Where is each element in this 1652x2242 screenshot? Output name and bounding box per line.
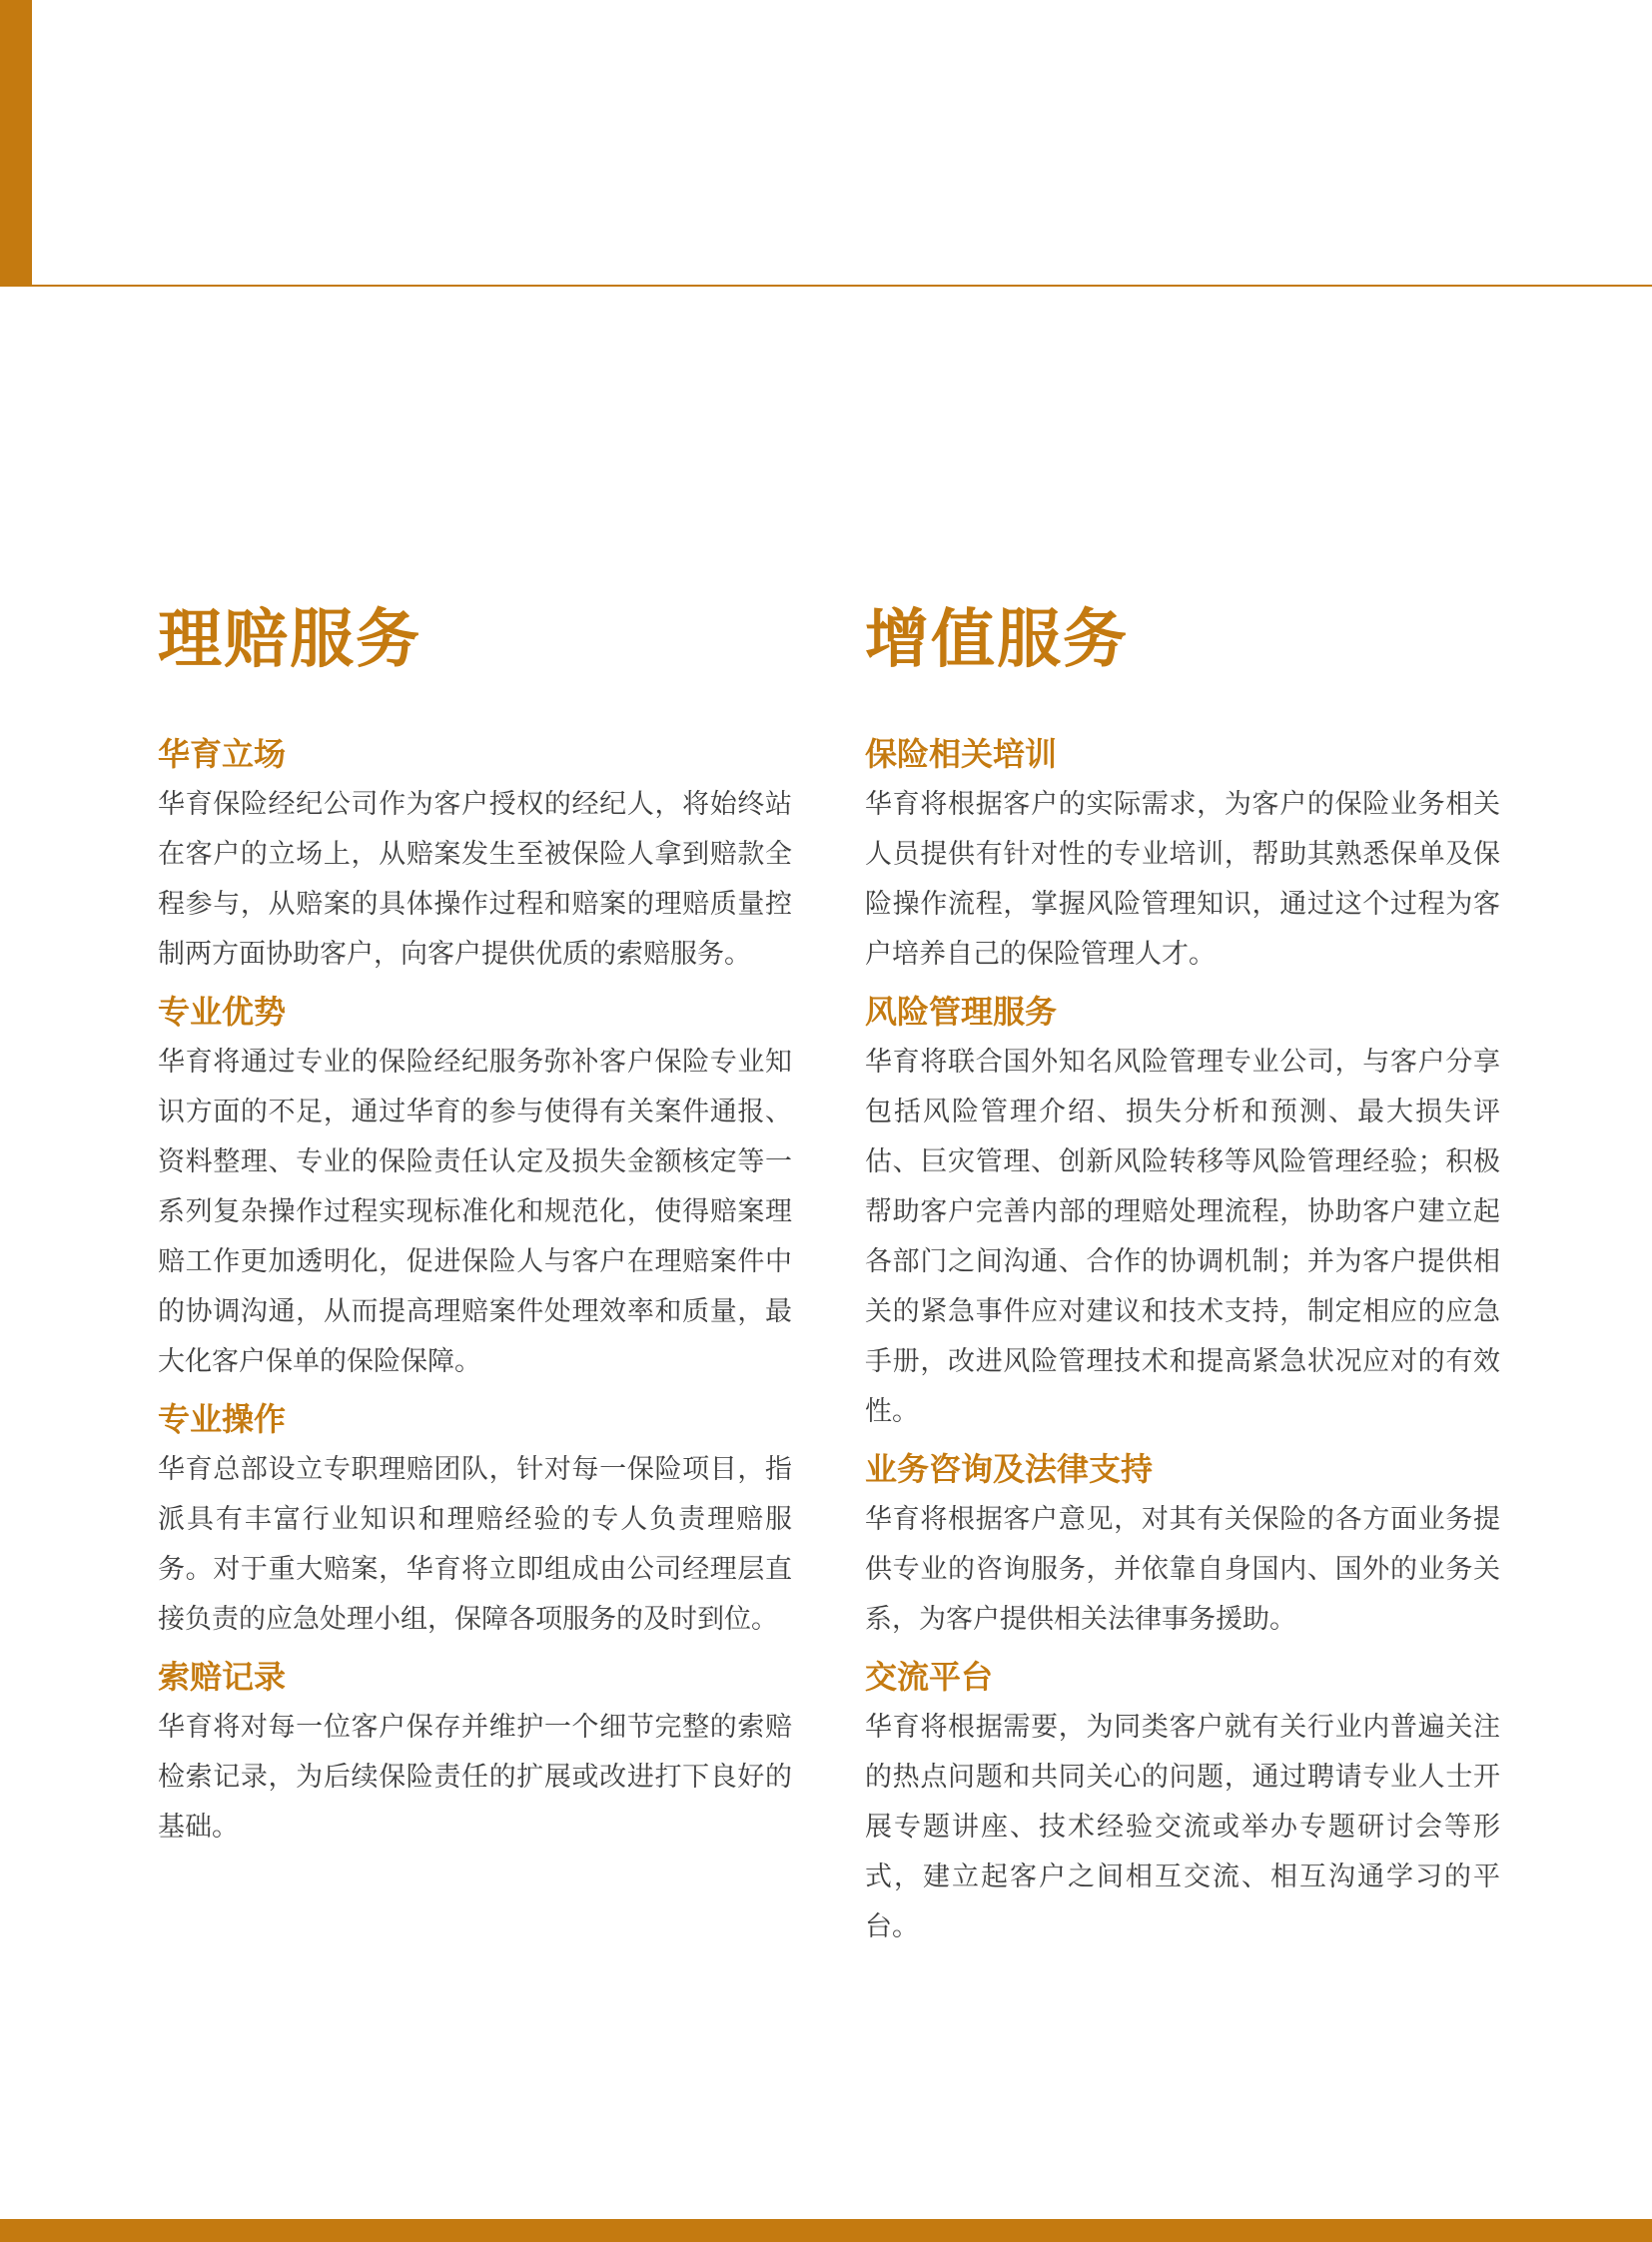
footer-band [0,2219,1652,2242]
section-heading-risk-management: 风险管理服务 [865,993,1058,1031]
section-heading-consulting-legal: 业务咨询及法律支持 [865,1450,1154,1488]
section-body-operation: 华育总部设立专职理赔团队，针对每一保险项目，指派具有丰富行业知识和理赔经验的专人负责理赔服务。对于重大赔案，华育将立即组成由公司经理层直接负责的应急处理小组，保障各项服务的及时到位。 [158,1454,792,1635]
section-body-claim-records: 华育将对每一位客户保存并维护一个细节完整的索赔检索记录，为后续保险责任的扩展或改进打下良好的基础。 [158,1712,792,1843]
claims-service-title: 理赔服务 [158,603,421,677]
section-body-exchange-platform: 华育将根据需要，为同类客户就有关行业内普遍关注的热点问题和共同关心的问题，通过聘请专业人士开展专题讲座、技术经验交流或举办专题研讨会等形式，建立起客户之间相互交流、相互沟通学习的平台。 [865,1712,1500,1942]
value-added-service-title: 增值服务 [865,603,1129,677]
claims-service-column [158,597,792,1859]
section-heading-claim-records: 索赔记录 [158,1658,287,1696]
section-heading-expertise: 专业优势 [158,993,287,1031]
value-added-service-column [865,597,1500,1958]
section-heading-training: 保险相关培训 [865,735,1058,773]
section-heading-position: 华育立场 [158,735,287,773]
section-body-expertise: 华育将通过专业的保险经纪服务弥补客户保险专业知识方面的不足，通过华育的参与使得有关案件通报、资料整理、专业的保险责任认定及损失金额核定等一系列复杂操作过程实现标准化和规范化，使得赔案理赔工作更加透明化，促进保险人与客户在理赔案件中的协调沟通，从而提高理赔案件处理效率和质量，最大化客户保单的保险保障。 [158,1047,792,1377]
section-body-consulting-legal: 华育将根据客户意见，对其有关保险的各方面业务提供专业的咨询服务，并依靠自身国内、国外的业务关系，为客户提供相关法律事务援助。 [865,1504,1500,1635]
section-body-risk-management: 华育将联合国外知名风险管理专业公司，与客户分享包括风险管理介绍、损失分析和预测、最大损失评估、巨灾管理、创新风险转移等风险管理经验；积极帮助客户完善内部的理赔处理流程，协助客户建立起各部门之间沟通、合作的协调机制；并为客户提供相关的紧急事件应对建议和技术支持，制定相应的应急手册，改进风险管理技术和提高紧急状况应对的有效性。 [865,1047,1500,1427]
section-heading-operation: 专业操作 [158,1400,287,1438]
section-heading-exchange-platform: 交流平台 [865,1658,994,1696]
left-accent-bar [0,0,32,287]
section-body-training: 华育将根据客户的实际需求，为客户的保险业务相关人员提供有针对性的专业培训，帮助其熟悉保单及保险操作流程，掌握风险管理知识，通过这个过程为客户培养自己的保险管理人才。 [865,789,1500,970]
header-rule [32,285,1652,287]
section-body-position: 华育保险经纪公司作为客户授权的经纪人，将始终站在客户的立场上，从赔案发生至被保险人拿到赔款全程参与，从赔案的具体操作过程和赔案的理赔质量控制两方面协助客户，向客户提供优质的索赔服务。 [158,789,792,970]
